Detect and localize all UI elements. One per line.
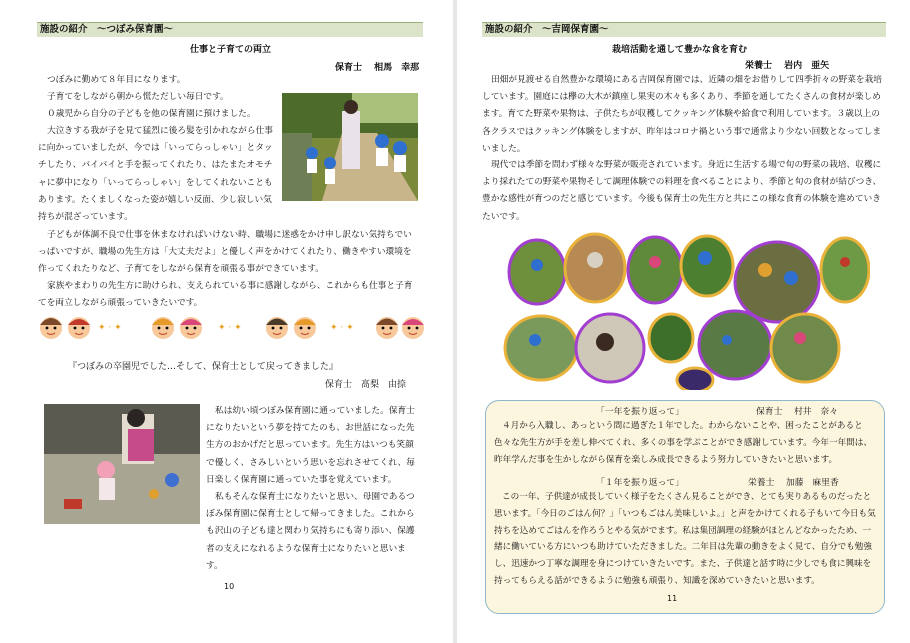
child-face-icon — [400, 313, 426, 341]
reflection-text: この一年、子供達が成長していく様子をたくさん見ることができ、とても実りあるものだったと思います。「今日のごはん何？」「いつもごはん美味しいよ。」と声をかけてくれる子もいて今日も気持ちを込めてごはんを作ろうとやる気がでます。私は集団調理の経験がほとんどなかったため、一緒に働いている方にいつも助けていただきました。二年目は先輩の動きをよく見て、自分でも勉強し、迅速かつ丁寧な調理を身につけていきたいです。また、子供達と話す時に少しでも食に興味を持ってもらえる話ができるように勉強も頑張り、知識を深めていきたいと思います。 — [494, 492, 876, 586]
paragraph: 田畑が見渡せる自然豊かな環境にある吉岡保育園では、近隣の畑をお借りして四季折々の野菜を栽培しています。園庭には欅の大木が鎮座し果実の木々も多くあり、季節を通してたくさんの食材が楽しめます。育てた野菜や果物は、子供たちが収穫してクッキング体験や給食で利用しています。３歳以上の各クラスではクッキング体験をしますが、昨年はコロナ禍という事で通常より少ない回数となってしまいました。 — [482, 75, 882, 154]
sparkle-icon: ✦ · ✦ — [218, 323, 242, 333]
child-face-icon — [66, 313, 92, 341]
page-number: 10 — [224, 582, 235, 591]
reflection-box — [485, 400, 885, 614]
article-author: 栄養士 岩内 亜矢 — [745, 61, 830, 71]
paragraph: 大泣きする我が子を見て猛烈に後ろ髪を引かれながら仕事に向かっていましたが、今では「いってらっしゃい」とタッチしたり、バイバイと手を振ってくれたり、はたまたオモチャに夢中になり「いってらっしゃい」をしてくれないこともあります。たくましくなった姿が嬉しい反面、少し寂しい気持ちが混ざっています。 — [38, 126, 273, 223]
paragraph: ０歳児から自分の子どもを他の保育園に預けました。 — [47, 109, 256, 119]
article-title: 仕事と子育ての両立 — [190, 45, 272, 55]
child-face-icon — [292, 313, 318, 341]
paragraph: 私は幼い頃つぼみ保育園に通っていました。保育士になりたいという夢を持てたのも、お世話になった先生方のおかげだと思っています。先生方はいつも笑顔で優しく、さみしいという思いを忘れさせてくれ、毎日楽しく保育園に通っていた事を覚えています。 — [206, 406, 415, 485]
reflection-title: 「一年を振り返って」 — [596, 407, 684, 417]
reflection-text: ４月から入職し、あっという間に過ぎた１年でした。わからないことや、困ったことがあると色々な先生方が手を差し伸べてくれ、多くの事を学ぶことができ感謝しています。今年一年間は、昨年学んだ事を生かしながら保育を楽しみ成長できるよう努力していきたいと思います。 — [494, 421, 872, 465]
child-face-icon — [264, 313, 290, 341]
page-number: 11 — [667, 594, 678, 603]
paragraph: 現代では季節を問わず様々な野菜が販売されています。身近に生活する場で旬の野菜の栽培、収穫により採れたての野菜や果物そして調理体験での料理を食べることにより、季節と旬の食材が結びつき、豊かな感性が育つのだと感じています。今後も保育士の先生方と共にこの様な食育の体験を進めていきたいです。 — [482, 160, 882, 222]
photo-children-walking — [282, 93, 418, 201]
paragraph: 子育てをしながら朝から慌ただしい毎日です。 — [47, 92, 229, 102]
section-header: 施設の紹介 ～吉岡保育園～ — [482, 22, 886, 37]
reflection-author: 栄養士 加藤 麻里香 — [748, 478, 839, 488]
article-author: 保育士 髙梨 由捺 — [325, 380, 407, 390]
article-title: 『つぼみの卒園児でした…そして、保育士として戻ってきました』 — [68, 362, 338, 372]
sparkle-icon: ✦ · ✦ — [330, 323, 354, 333]
paragraph: つぼみに勤めて８年目になります。 — [47, 75, 186, 85]
reflection-author: 保育士 村井 奈々 — [756, 407, 838, 417]
section-header: 施設の紹介 ～つぼみ保育園～ — [37, 22, 423, 37]
article-title: 栽培活動を通して豊かな食を育む — [612, 45, 748, 55]
child-face-icon — [374, 313, 400, 341]
paragraph: 私もそんな保育士になりたいと思い、母園であるつぼみ保育園に保育士として帰ってきました。これからも沢山の子ども達と関わり気持ちにも寄り添い、保護者の支えになれるような保育士になりたいと思います。 — [206, 492, 415, 571]
photo-collage-gardening — [495, 230, 870, 390]
article-author: 保育士 相馬 幸那 — [335, 63, 420, 73]
paragraph: 子どもが体調不良で仕事を休まなければいけない時、職場に迷惑をかけ申し訳ない気持ちでいっぱいですが、職場の先生方は「大丈夫だよ」と優しく声をかけてくれたり、働きやすい環境を作ってくれたりなど、子育てをしながら保育を頑張る事ができています。 — [38, 230, 412, 275]
sparkle-icon: ✦ · ✦ — [98, 323, 122, 333]
paragraph: 家族やまわりの先生方に助けられ、支えられている事に感謝しながら、これからも仕事と子育てを両立しながら頑張っていきたいです。 — [38, 281, 413, 309]
child-face-icon — [150, 313, 176, 341]
reflection-title: 「１年を振り返って」 — [596, 478, 684, 488]
child-face-icon — [38, 313, 64, 341]
photo-teacher-with-child — [44, 404, 200, 524]
decorative-illustration-row — [38, 311, 418, 345]
left-page — [0, 0, 453, 643]
child-face-icon — [178, 313, 204, 341]
